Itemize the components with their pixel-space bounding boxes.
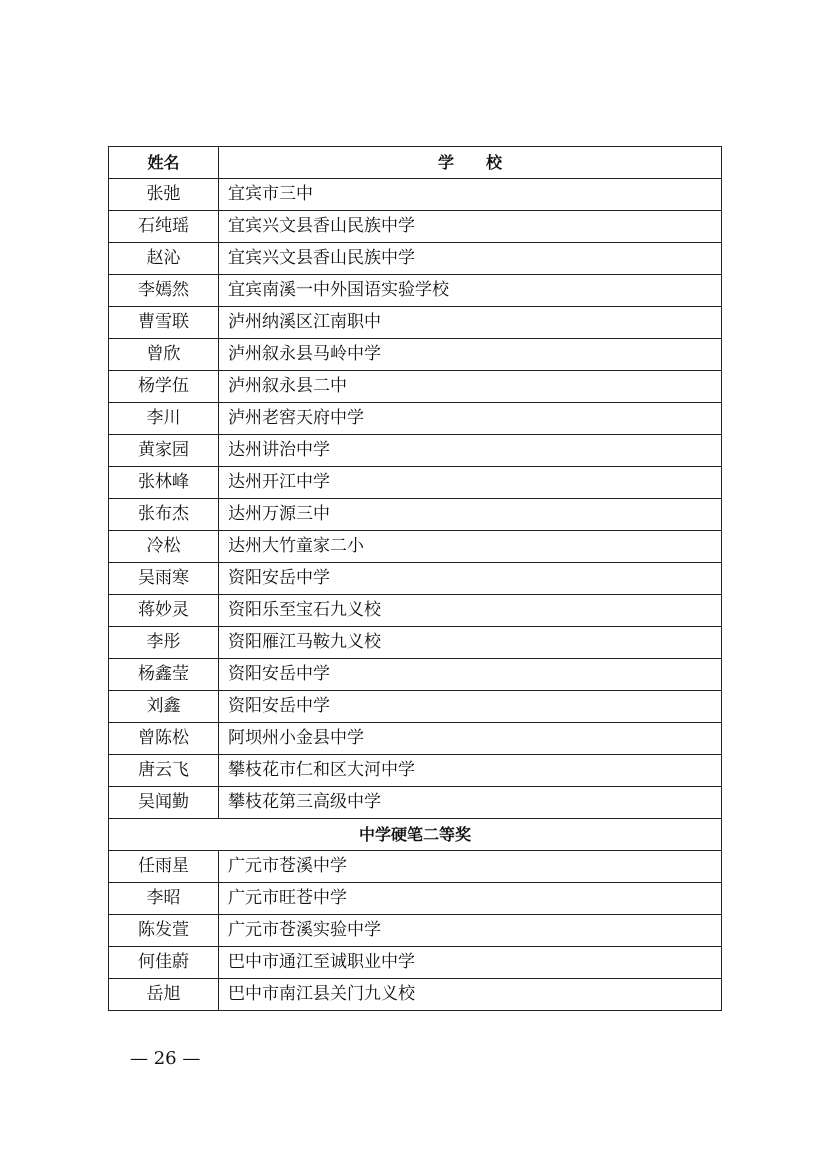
table-row — [109, 979, 722, 1011]
student-name: 吴雨寒 — [109, 563, 219, 595]
student-name: 冷松 — [109, 531, 219, 563]
award-table-body — [109, 147, 722, 1011]
student-name: 刘鑫 — [109, 691, 219, 723]
table-row — [109, 243, 722, 275]
table-row — [109, 531, 722, 563]
student-name: 李嫣然 — [109, 275, 219, 307]
award-table — [108, 146, 722, 1011]
school-name: 资阳乐至宝石九义校 — [219, 595, 722, 627]
school-name: 宜宾兴文县香山民族中学 — [219, 211, 722, 243]
school-name: 攀枝花市仁和区大河中学 — [219, 755, 722, 787]
header-school: 学 校 — [219, 147, 722, 179]
school-name: 攀枝花第三高级中学 — [219, 787, 722, 819]
table-row — [109, 467, 722, 499]
table-row — [109, 883, 722, 915]
table-row — [109, 755, 722, 787]
student-name: 任雨星 — [109, 851, 219, 883]
student-name: 唐云飞 — [109, 755, 219, 787]
table-row — [109, 275, 722, 307]
table-row — [109, 659, 722, 691]
student-name: 何佳蔚 — [109, 947, 219, 979]
student-name: 李彤 — [109, 627, 219, 659]
table-row — [109, 563, 722, 595]
student-name: 岳旭 — [109, 979, 219, 1011]
table-header-row — [109, 147, 722, 179]
table-row — [109, 371, 722, 403]
student-name: 张布杰 — [109, 499, 219, 531]
school-name: 宜宾市三中 — [219, 179, 722, 211]
school-name: 泸州叙永县马岭中学 — [219, 339, 722, 371]
school-name: 达州万源三中 — [219, 499, 722, 531]
table-row — [109, 787, 722, 819]
student-name: 张弛 — [109, 179, 219, 211]
school-name: 宜宾兴文县香山民族中学 — [219, 243, 722, 275]
student-name: 李昭 — [109, 883, 219, 915]
school-name: 资阳安岳中学 — [219, 659, 722, 691]
table-row — [109, 947, 722, 979]
school-name: 泸州老窖天府中学 — [219, 403, 722, 435]
student-name: 蒋妙灵 — [109, 595, 219, 627]
student-name: 杨学伍 — [109, 371, 219, 403]
student-name: 曾欣 — [109, 339, 219, 371]
section-title: 中学硬笔二等奖 — [109, 819, 722, 851]
student-name: 吴闻勤 — [109, 787, 219, 819]
school-name: 泸州叙永县二中 — [219, 371, 722, 403]
school-name: 资阳安岳中学 — [219, 691, 722, 723]
student-name: 陈发萱 — [109, 915, 219, 947]
table-row — [109, 499, 722, 531]
table-row — [109, 595, 722, 627]
school-name: 资阳安岳中学 — [219, 563, 722, 595]
table-row — [109, 403, 722, 435]
school-name: 巴中市南江县关门九义校 — [219, 979, 722, 1011]
table-row — [109, 723, 722, 755]
header-name: 姓名 — [109, 147, 219, 179]
table-row — [109, 179, 722, 211]
school-name: 广元市旺苍中学 — [219, 883, 722, 915]
table-row — [109, 851, 722, 883]
student-name: 曾陈松 — [109, 723, 219, 755]
school-name: 达州讲治中学 — [219, 435, 722, 467]
table-row — [109, 915, 722, 947]
student-name: 杨鑫莹 — [109, 659, 219, 691]
table-row — [109, 307, 722, 339]
student-name: 石纯瑶 — [109, 211, 219, 243]
student-name: 李川 — [109, 403, 219, 435]
section-row — [109, 819, 722, 851]
table-row — [109, 339, 722, 371]
table-row — [109, 691, 722, 723]
table-row — [109, 435, 722, 467]
school-name: 广元市苍溪中学 — [219, 851, 722, 883]
table-row — [109, 627, 722, 659]
student-name: 曹雪联 — [109, 307, 219, 339]
school-name: 达州大竹童家二小 — [219, 531, 722, 563]
school-name: 资阳雁江马鞍九义校 — [219, 627, 722, 659]
student-name: 黄家园 — [109, 435, 219, 467]
page-number: — 26 — — [130, 1048, 201, 1069]
student-name: 张林峰 — [109, 467, 219, 499]
student-name: 赵沁 — [109, 243, 219, 275]
table-row — [109, 211, 722, 243]
school-name: 巴中市通江至诚职业中学 — [219, 947, 722, 979]
school-name: 宜宾南溪一中外国语实验学校 — [219, 275, 722, 307]
school-name: 阿坝州小金县中学 — [219, 723, 722, 755]
school-name: 达州开江中学 — [219, 467, 722, 499]
school-name: 泸州纳溪区江南职中 — [219, 307, 722, 339]
school-name: 广元市苍溪实验中学 — [219, 915, 722, 947]
